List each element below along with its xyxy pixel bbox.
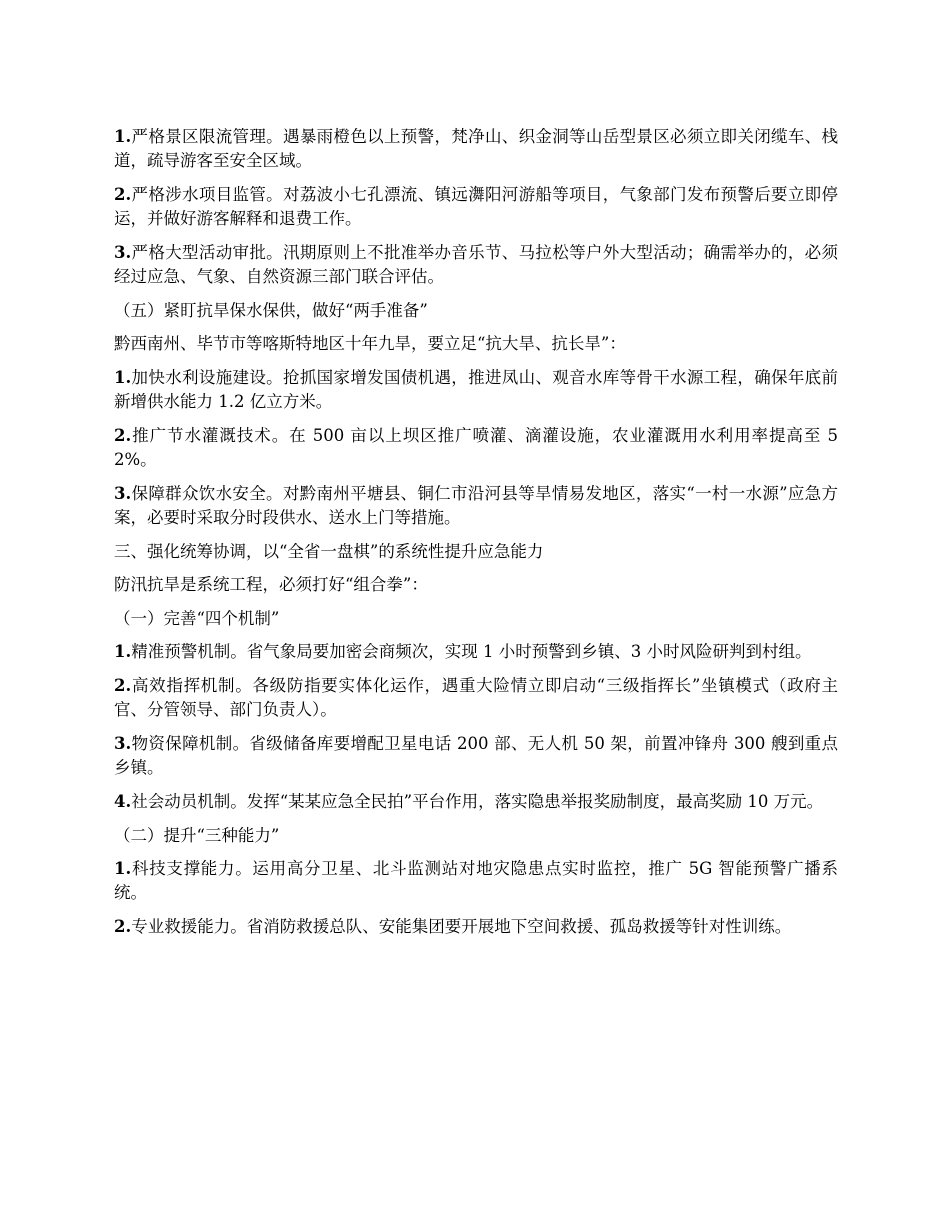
item-text: 加快水利设施建设。抢抓国家增发国债机遇，推进凤山、观音水库等骨干水源工程，确保年底前新增供水能力 1.2 亿立方米。 bbox=[114, 368, 838, 411]
item-number: 2. bbox=[114, 185, 132, 204]
chapter-heading-3: 三、强化统筹协调，以“全省一盘棋”的系统性提升应急能力 bbox=[114, 542, 544, 561]
intro-paragraph: 黔西南州、毕节市等喀斯特地区十年九旱，要立足“抗大旱、抗长旱”： bbox=[114, 334, 626, 353]
item-number: 3. bbox=[114, 243, 132, 262]
numbered-item-3 bbox=[114, 241, 838, 289]
item-number: 1. bbox=[114, 859, 132, 878]
section-heading-1: （一）完善“四个机制” bbox=[114, 609, 280, 628]
item-number: 4. bbox=[114, 792, 132, 811]
item-number: 2. bbox=[114, 917, 132, 936]
item-text: 专业救援能力。省消防救援总队、安能集团要开展地下空间救援、孤岛救援等针对性训练。 bbox=[131, 917, 792, 936]
item-number: 1. bbox=[114, 368, 132, 387]
item-text: 物资保障机制。省级储备库要增配卫星电话 200 部、无人机 50 架，前置冲锋舟 300 艘到重点乡镇。 bbox=[114, 734, 838, 777]
item-text: 推广节水灌溉技术。在 500 亩以上坝区推广喷灌、滴灌设施，农业灌溉用水利用率提高至 52%。 bbox=[114, 426, 838, 469]
numbered-item-1 bbox=[114, 125, 838, 173]
item-number: 2. bbox=[114, 426, 132, 445]
numbered-item-2 bbox=[114, 915, 838, 939]
intro-paragraph: 防汛抗旱是系统工程，必须打好“组合拳”： bbox=[114, 575, 428, 594]
item-text: 严格涉水项目监管。对荔波小七孔漂流、镇远㵲阳河游船等项目，气象部门发布预警后要立即停运，并做好游客解释和退费工作。 bbox=[114, 185, 838, 228]
numbered-item-4 bbox=[114, 790, 838, 814]
numbered-item-1 bbox=[114, 857, 838, 905]
numbered-item-2 bbox=[114, 183, 838, 231]
item-number: 2. bbox=[114, 676, 132, 695]
numbered-item-3 bbox=[114, 482, 838, 530]
numbered-item-2 bbox=[114, 674, 838, 722]
item-text: 科技支撑能力。运用高分卫星、北斗监测站对地灾隐患点实时监控，推广 5G 智能预警广播系统。 bbox=[114, 859, 838, 902]
item-number: 3. bbox=[114, 484, 132, 503]
item-text: 高效指挥机制。各级防指要实体化运作，遇重大险情立即启动“三级指挥长”坐镇模式（政府主官、分管领导、部门负责人）。 bbox=[114, 676, 838, 719]
numbered-item-2 bbox=[114, 424, 838, 472]
item-text: 精准预警机制。省气象局要加密会商频次，实现 1 小时预警到乡镇、3 小时风险研判到村组。 bbox=[131, 642, 812, 661]
numbered-item-3 bbox=[114, 732, 838, 780]
section-heading-5: （五）紧盯抗旱保水保供，做好“两手准备” bbox=[114, 301, 428, 320]
item-number: 1. bbox=[114, 642, 132, 661]
item-text: 社会动员机制。发挥“某某应急全民拍”平台作用，落实隐患举报奖励制度，最高奖励 10 万元。 bbox=[131, 792, 824, 811]
item-number: 3. bbox=[114, 734, 132, 753]
numbered-item-1 bbox=[114, 640, 838, 664]
item-number: 1. bbox=[114, 127, 132, 146]
numbered-item-1 bbox=[114, 366, 838, 414]
item-text: 严格大型活动审批。汛期原则上不批准举办音乐节、马拉松等户外大型活动；确需举办的，必须经过应急、气象、自然资源三部门联合评估。 bbox=[114, 243, 838, 286]
item-text: 保障群众饮水安全。对黔南州平塘县、铜仁市沿河县等旱情易发地区，落实“一村一水源”应急方案，必要时采取分时段供水、送水上门等措施。 bbox=[114, 484, 838, 527]
section-heading-2: （二）提升“三种能力” bbox=[114, 826, 280, 845]
item-text: 严格景区限流管理。遇暴雨橙色以上预警，梵净山、织金洞等山岳型景区必须立即关闭缆车、栈道，疏导游客至安全区域。 bbox=[114, 127, 838, 170]
